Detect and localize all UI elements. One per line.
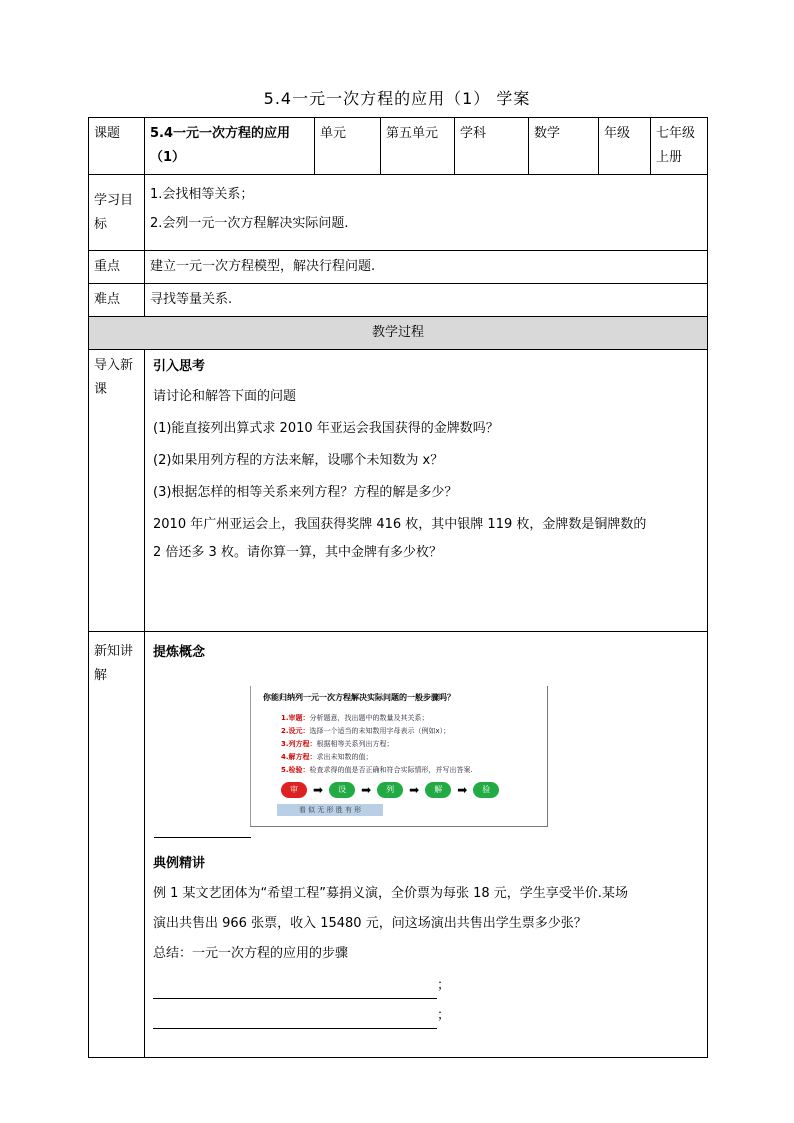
goal-2: 2.会列一元一次方程解决实际问题. [150, 216, 349, 231]
lesson-table [88, 117, 708, 1058]
label-intro: 导入新课 [89, 350, 145, 632]
blank-line[interactable] [153, 982, 437, 999]
new-cell [145, 632, 708, 1058]
step-flow [281, 782, 499, 798]
figure-caption-strip: 看 似 无 形 胜 有 形 [277, 804, 383, 816]
label-unit: 单元 [315, 118, 381, 175]
figure-question: 你能归纳列一元一次方程解决实际问题的一般步骤吗？ [263, 693, 455, 702]
flow-step: 验 [473, 782, 499, 798]
figure-step-3 [281, 740, 547, 749]
flow-step: 审 [281, 782, 307, 798]
subject-value: 数学 [529, 118, 599, 175]
step-text: 根据相等关系列出方程； [316, 740, 394, 748]
flow-step: 设 [329, 782, 355, 798]
label-course: 课题 [89, 118, 145, 175]
label-difficulty: 难点 [89, 284, 145, 317]
difficulty-text: 寻找等量关系. [145, 284, 708, 317]
flow-step: 解 [425, 782, 451, 798]
step-key: 3.列方程： [281, 740, 317, 748]
figure-step-4 [281, 753, 547, 762]
label-key-point: 重点 [89, 251, 145, 284]
label-grade: 年级 [599, 118, 651, 175]
intro-line-1: 请讨论和解答下面的问题 [153, 389, 297, 404]
step-text: 求出未知数的值； [316, 753, 373, 761]
example-heading: 典例精讲 [153, 856, 206, 871]
intro-line-2: (1)能直接列出算式求 2010 年亚运会我国获得的金牌数吗？ [153, 421, 499, 436]
underline-divider [154, 837, 251, 838]
step-text: 选择一个适当的未知数用字母表示（例如x）； [309, 727, 451, 735]
intro-line-5: 2010 年广州亚运会上，我国获得奖牌 416 枚，其中银牌 119 枚，金牌数是铜牌数的 [153, 517, 647, 532]
goals-cell [145, 175, 708, 251]
intro-line-6: 2 倍还多 3 枚。请你算一算，其中金牌有多少枚？ [153, 545, 442, 560]
label-subject: 学科 [455, 118, 529, 175]
page-title: 5.4一元一次方程的应用（1） 学案 [263, 89, 531, 108]
step-key: 4.解方程： [281, 753, 317, 761]
step-key: 5.检验： [281, 766, 310, 774]
flow-step: 列 [377, 782, 403, 798]
process-header: 教学过程 [89, 317, 708, 350]
figure-step-5 [281, 766, 547, 775]
step-text: 分析题意，找出题中的数量及其关系； [309, 714, 429, 722]
intro-line-4: (3)根据怎样的相等关系来列方程？方程的解是多少？ [153, 485, 458, 500]
course-name: 5.4一元一次方程的应用（1） [145, 118, 315, 175]
blank-end: ； [437, 1008, 451, 1023]
grade-value: 七年级上册 [651, 118, 708, 175]
answer-blank-2[interactable] [153, 1003, 702, 1029]
unit-value: 第五单元 [381, 118, 455, 175]
example-line-1: 例 1 某文艺团体为“希望工程”募捐义演，全价票为每张 18 元，学生享受半价.某场 [153, 886, 628, 901]
figure-step-1 [281, 714, 547, 723]
step-text: 检查求得的值是否正确和符合实际情形，并写出答案. [309, 766, 473, 774]
example-line-2: 演出共售出 966 张票，收入 15480 元，问这场演出共售出学生票多少张？ [153, 916, 587, 931]
new-heading: 提炼概念 [153, 645, 206, 660]
step-key: 2.设元： [281, 727, 310, 735]
arrow-right-icon: ➡ [457, 783, 468, 797]
blank-end: ； [437, 978, 451, 993]
goal-1: 1.会找相等关系； [150, 187, 254, 202]
summary-text: 总结：一元一次方程的应用的步骤 [153, 946, 349, 961]
arrow-right-icon: ➡ [361, 783, 372, 797]
answer-blank-1[interactable] [153, 973, 702, 999]
arrow-right-icon: ➡ [409, 783, 420, 797]
blank-line[interactable] [153, 1012, 437, 1029]
arrow-right-icon: ➡ [313, 783, 324, 797]
label-new: 新知讲解 [89, 632, 145, 1058]
steps-figure [250, 686, 548, 827]
figure-step-2 [281, 727, 547, 736]
intro-line-3: (2)如果用列方程的方法来解，设哪个未知数为 x？ [153, 453, 444, 468]
intro-heading: 引入思考 [153, 359, 206, 374]
intro-cell [145, 350, 708, 632]
label-goals: 学习目标 [89, 175, 145, 251]
step-key: 1.审题： [281, 714, 310, 722]
key-point-text: 建立一元一次方程模型，解决行程问题. [145, 251, 708, 284]
